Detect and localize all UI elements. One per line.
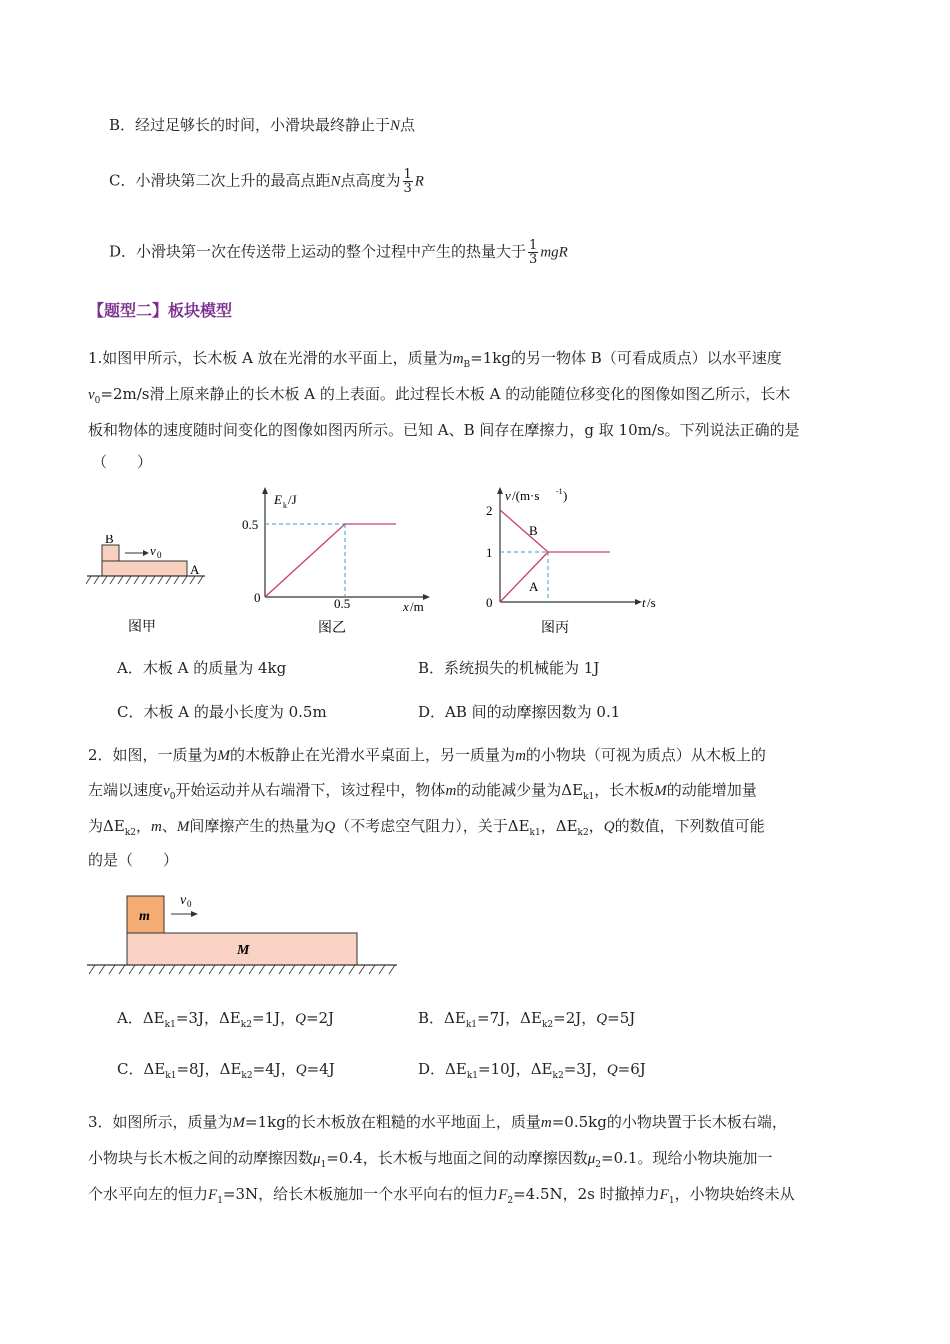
q3-line-2: 小物块与长木板之间的动摩擦因数$\mu_1=0.4$，长木板与地面之间的动摩擦因数$\mu_2=0.1$。现给小物块施加一 <box>88 1149 773 1170</box>
curve-a <box>500 552 548 602</box>
caption-jia: 图甲 <box>128 620 156 635</box>
label-big-m: M <box>237 943 250 958</box>
label-a: A <box>529 579 539 594</box>
svg-text:v: v <box>150 543 156 558</box>
figure-q2 <box>85 882 405 982</box>
tick-1-y: 1 <box>486 545 493 560</box>
q2-option-c[interactable]: C．$\Delta E_{k1}=8J$，$\Delta E_{k2}=4J$，Q=4J <box>117 1060 335 1081</box>
svg-text:/(m·s: /(m·s <box>512 488 540 503</box>
label-a: A <box>190 562 200 577</box>
svg-text:x: x <box>403 599 409 614</box>
curve-b <box>500 510 548 552</box>
arrow-right-icon <box>191 911 198 917</box>
figure-yi <box>238 484 438 644</box>
section-heading: 【题型二】板块模型 <box>88 301 233 320</box>
q1-line-2: $v_0=2m/s$滑上原来静止的长木板 A 的上表面。此过程长木板 A 的动能随位移变化的图像如图乙所示，长木 <box>88 385 791 406</box>
svg-text:E: E <box>274 492 282 507</box>
q2-line-4: 的是（ ） <box>88 851 179 869</box>
figure-bing <box>475 484 675 644</box>
block-b <box>102 545 119 561</box>
svg-text:0: 0 <box>254 590 261 605</box>
svg-text:t: t <box>642 595 646 610</box>
tick-2-y: 2 <box>486 503 493 518</box>
option-c-prev: C．小滑块第二次上升的最高点距N点高度为 $\frac{1}{3}$ R <box>109 167 424 196</box>
q3-line-3: 个水平向左的恒力$F_1=3N$，给长木板施加一个水平向右的恒力$F_2=4.5N$，2s 时撤掉力$F_1$，小物块始终未从 <box>88 1185 795 1206</box>
q2-line-3: 为$\Delta E_{k2}$，m、M间摩擦产生的热量为Q（不考虑空气阻力），关于$\Delta E_{k1}$，$\Delta E_{k2}$，Q的数值，下列数值可能 <box>88 817 765 838</box>
svg-text:k: k <box>283 501 287 510</box>
ek-curve <box>265 524 396 597</box>
option-b-prev: B．经过足够长的时间，小滑块最终静止于N点 <box>109 116 416 134</box>
svg-text:/m: /m <box>410 599 424 614</box>
tick-0.5-y: 0.5 <box>242 517 259 532</box>
q1-line-4: （ ） <box>92 453 153 471</box>
q2-option-a[interactable]: A．$\Delta E_{k1}=3J$，$\Delta E_{k2}=1J$，Q=2J <box>117 1009 335 1030</box>
svg-text:/s: /s <box>647 595 656 610</box>
svg-text:v: v <box>180 893 187 908</box>
arrow-right-icon <box>143 550 149 556</box>
q3-line-1: 3．如图所示，质量为M=1kg的长木板放在粗糙的水平地面上，质量m=0.5kg的小物块置于长木板右端， <box>88 1113 787 1131</box>
q2-line-2: 左端以速度$v_0$开始运动并从右端滑下，该过程中，物体m的动能减少量为$\Delta E_{k1}$，长木板M的动能增加量 <box>88 781 757 802</box>
symbol-n: N <box>390 118 401 134</box>
q1-option-b[interactable]: B．系统损失的机械能为 1J <box>418 659 600 677</box>
svg-text:v: v <box>505 488 511 503</box>
q2-option-b[interactable]: B．$\Delta E_{k1}=7J$，$\Delta E_{k2}=2J$，Q=5J <box>418 1009 636 1030</box>
label-m: m <box>139 909 150 924</box>
svg-text:/J: /J <box>288 492 297 507</box>
q1-option-a[interactable]: A．木板 A 的质量为 4kg <box>117 659 287 677</box>
board-a <box>102 561 187 576</box>
svg-text:0: 0 <box>187 899 192 909</box>
q1-option-c[interactable]: C．木板 A 的最小长度为 0.5m <box>117 703 327 721</box>
label-b: B <box>529 523 538 538</box>
fraction-one-third: $\frac{1}{3}$ <box>403 167 412 196</box>
caption-bing: 图丙 <box>541 621 569 636</box>
q1-option-d[interactable]: D．AB 间的动摩擦因数为 0.1 <box>418 703 621 721</box>
caption-yi: 图乙 <box>318 621 346 636</box>
figure-jia <box>85 535 215 645</box>
svg-text:-1: -1 <box>556 487 563 496</box>
q2-option-d[interactable]: D．$\Delta E_{k1}=10J$，$\Delta E_{k2}=3J$，Q=6J <box>418 1060 646 1081</box>
tick-0.5-x: 0.5 <box>334 596 351 611</box>
svg-text:0: 0 <box>157 550 162 560</box>
label-b: B <box>105 535 114 546</box>
q1-line-1: 1.如图甲所示，长木板 A 放在光滑的水平面上，质量为$m_B=1kg$的另一物体 B（可看成质点）以水平速度 <box>88 349 782 370</box>
q2-line-1: 2．如图，一质量为M的木板静止在光滑水平桌面上，另一质量为m的小物块（可视为质点）从木板上的 <box>88 746 766 764</box>
fraction-one-third: $\frac{1}{3}$ <box>529 238 538 267</box>
svg-text:): ) <box>563 488 568 503</box>
option-d-prev: D．小滑块第一次在传送带上运动的整个过程中产生的热量大于 $\frac{1}{3}$ mgR <box>109 238 568 267</box>
q1-line-3: 板和物体的速度随时间变化的图像如图丙所示。已知 A、B 间存在摩擦力，g 取 10m/s。下列说法正确的是 <box>88 421 800 439</box>
svg-text:0: 0 <box>486 595 493 610</box>
